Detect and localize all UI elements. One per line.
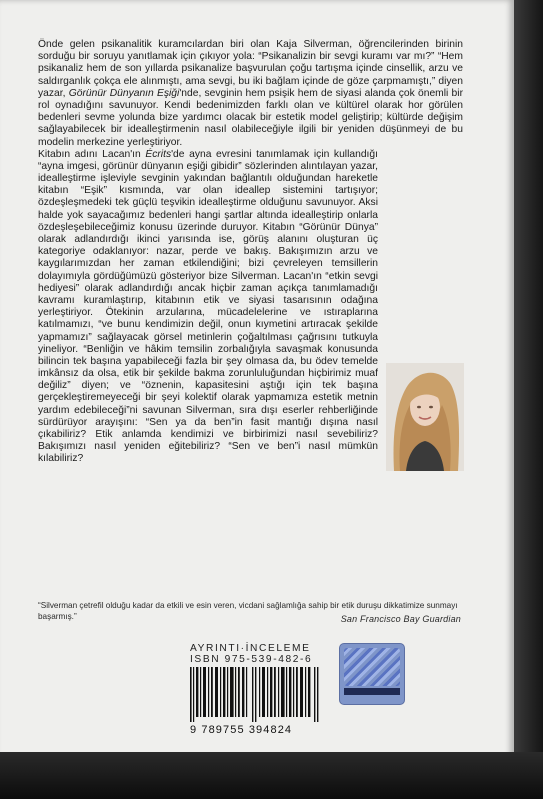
blurb-text (38, 39, 463, 473)
review-quote: “Silverman çetrefil olduğu kadar da etkili ve esin veren, vicdani sağlamlığa sahip bir etik duruşu dikkatimize sunmayı başarmış.” (38, 601, 458, 621)
hologram-icon (344, 648, 400, 686)
page-edge-shadow (514, 0, 543, 799)
sticker-band (344, 688, 400, 695)
blurb-text-segment: 'nde, sevginin hem psişik hem de siyasi alanda çok önemli bir rol oynadığını savunuyor. Kendi bedenimizden farklı olan ve kültürel olarak hor görülen bedenleri sevme yolunda bize yardımcı olacak bir estetik model geliştirip; kültürde değişim sağlayabilecek bir idealleştirmenin nasıl olabileceğiyle ilgili bir yeniden düşünmeyi de bu modelin merkezine yerleştiriyor. (38, 87, 463, 148)
barcode-digits: 9 789755 394824 (190, 724, 293, 736)
author-portrait (386, 363, 464, 471)
background-surface (0, 752, 543, 799)
ecrits-italic: Écrits (145, 148, 172, 160)
isbn-barcode (190, 667, 320, 722)
blurb-paragraph-2 (38, 149, 463, 466)
series-category: AYRINTI·İNCELEME (190, 643, 311, 654)
blurb-text-segment: Kitabın adını Lacan'ın (38, 148, 146, 160)
blurb-paragraph-1 (38, 39, 463, 149)
price-sticker (340, 644, 404, 704)
review-source: San Francisco Bay Guardian (340, 614, 461, 624)
book-title-italic: Görünür Dünyanın Eşiği (68, 87, 180, 99)
blurb-text-segment: Önde gelen psikanalitik kuramcılardan biri olan Kaja Silverman, öğrencilerinden birinin sorduğu bir soruyu yanıtlamak için çıkıyor yola: “Psikanalizin bir sevgi kuramı var mı?” “Hem psikanaliz hem de son yıllarda psikanalize başvurulan çoğu tartışma içinde cinsellik, arzu ve saldırganlık çokça ele alınmıştı, ama sevgi, bu iki bağlam içinde de göze çarpmamıştı,” diyen yazar, (38, 39, 463, 99)
isbn-number: ISBN 975-539-482-6 (190, 654, 313, 665)
blurb-text-segment: 'de ayna evresini tanımlamak için kullandığı “ayna imgesi, görünür dünyanın eşiği gibidir” sözlerinden alıntılayan yazar, idealleştirme işleviyle sevginin yakından bağlantılı olduğundan hareketle kitabın “Eşik” kısmında, var olan ideallер sistemini tartışıyor; özdeşleşmedeki tek güçlü teşvikin idealleştirme olduğunu savunuyor. Aksi halde yok sayacağımız bedenleri hangi şartlar altında idealleştirip onlarla özdeşleşebileceğimiz konusu üzerinde duruyor. Kitabın “Görünür Dünya” olarak adlandırdığı ikinci yarısında ise, görüş alanını oluşturan üç kategoriye odaklanıyor: nazar, perde ve bakış. Bakışımızın arzu ve kaygılarımızdan her zaman etkilendiğini; bizi çevreleyen temsillerin dolayımıyla gördüğümüzü gösteriyor bize Silverman. Lacan'ın “etkin sevgi hediyesi” olarak adlandırdığı ancak hiçbir zaman açıkça tanımlamadığı kavramı kuramlaştırıp, kitabının etik ve siyasi tasarısının odağına yerleştiriyor. Ötekinin arzularına, mücadelelerine ve ıstıraplarına katılmamızı, “ve bunu kendimizin değil, onun kıymetini artıracak şekilde yapmamızı” sağlayacak görsel metinlerin çoğaltılması çağrısını tutkuyla yineliyor. “Benliğin ve hâkim temsilin zorbalığıyla savaşmak konusunda bilincin tek başına yapabileceği fazla bir şey olmasa da, bu ödev temelde imkânsız da olsa, etik bir şekilde bakma zorunluluğundan hiçbirimiz muaf değiliz” diyen; ve “öznenin, kapasitesini aştığı için tek başına gerçekleştiremeyeceği bir şeyi kolektif olarak yapmamıza estetik metnin yardım edebileceği”ni savunan Silverman, sıra dışı eserler rehberliğinde sürdürüyor arayışını: “Sen ya da ben”in fasit mantığı dışına nasıl çıkabiliriz? Etik anlamda kendimizi ve birbirimizi nasıl sevebiliriz? Bakışımızı nasıl yeniden eğitebiliriz? “Sen ve ben”i nasıl mümkün kılabiliriz? (38, 148, 379, 465)
